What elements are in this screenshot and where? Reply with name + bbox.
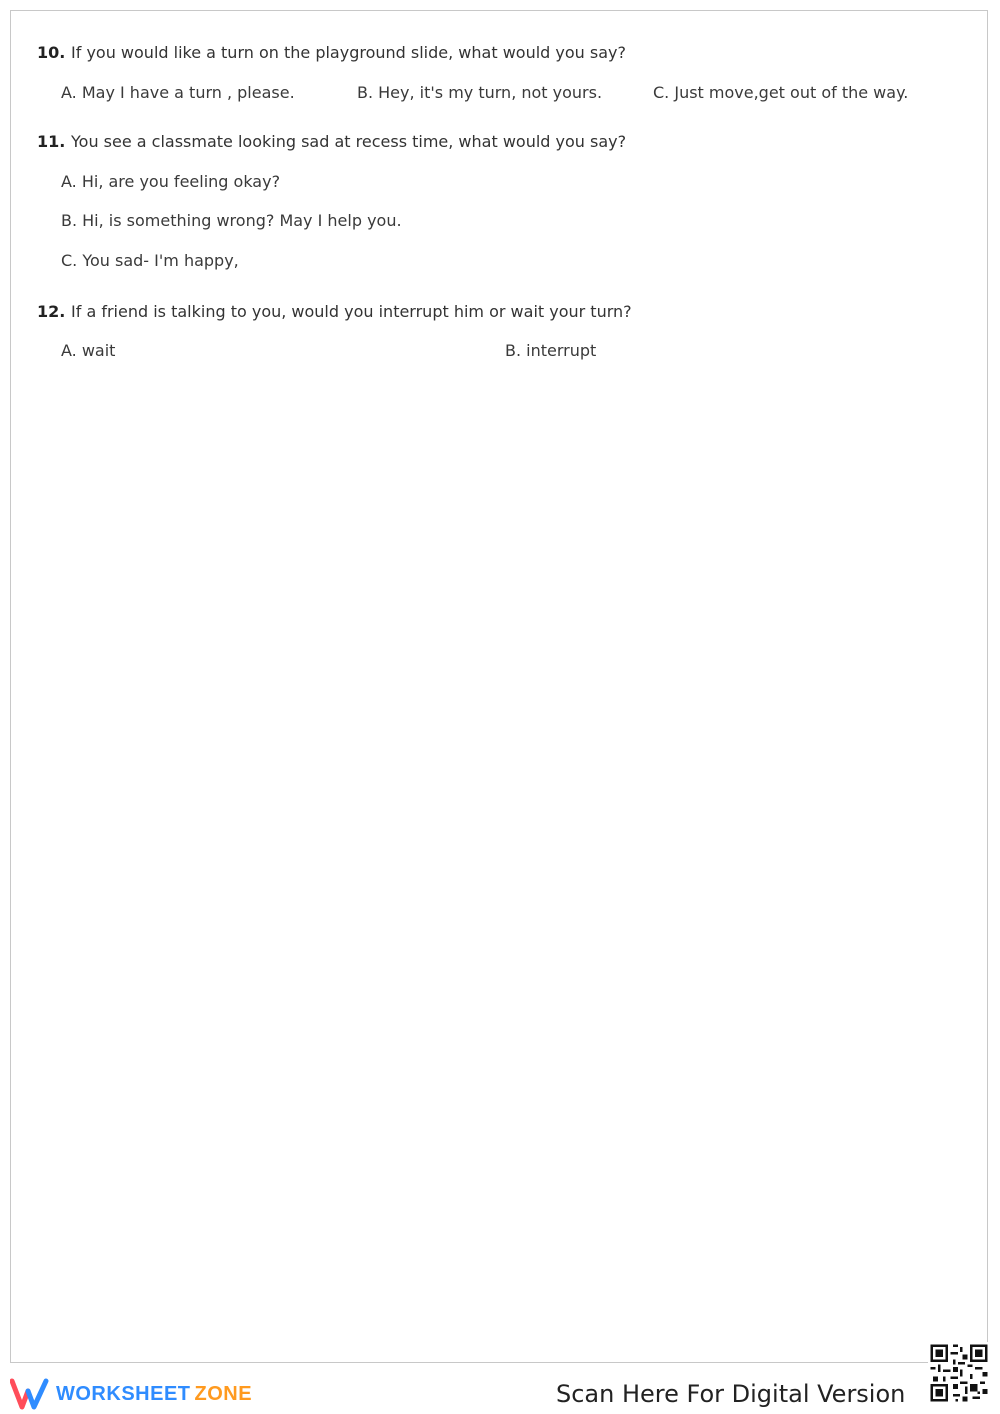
qr-code-icon[interactable] — [928, 1342, 990, 1404]
option-11-a[interactable]: A. Hi, are you feeling okay? — [61, 172, 281, 191]
question-number: 11. — [37, 132, 66, 151]
worksheetzone-logo-icon — [10, 1377, 50, 1411]
option-12-a[interactable]: A. wait — [61, 341, 116, 360]
option-11-b[interactable]: B. Hi, is something wrong? May I help you. — [61, 211, 402, 230]
brand-first: WORKSHEET — [56, 1382, 191, 1405]
question-number: 10. — [37, 43, 66, 62]
question-text: If you would like a turn on the playground slide, what would you say? — [71, 43, 626, 62]
question-text: You see a classmate looking sad at recess time, what would you say? — [71, 132, 627, 151]
brand-second: ZONE — [194, 1382, 253, 1405]
option-11-c[interactable]: C. You sad- I'm happy, — [61, 251, 239, 270]
question-number: 12. — [37, 302, 66, 321]
option-12-b[interactable]: B. interrupt — [505, 341, 597, 360]
question-11 — [37, 132, 626, 152]
scan-label: Scan Here For Digital Version — [556, 1380, 906, 1408]
brand-logo — [10, 1377, 252, 1411]
question-10 — [37, 43, 626, 63]
option-10-b[interactable]: B. Hey, it's my turn, not yours. — [357, 83, 603, 102]
question-text: If a friend is talking to you, would you interrupt him or wait your turn? — [71, 302, 632, 321]
brand-name — [56, 1383, 252, 1406]
worksheet-frame — [10, 10, 988, 1363]
option-10-a[interactable]: A. May I have a turn , please. — [61, 83, 295, 102]
option-10-c[interactable]: C. Just move,get out of the way. — [653, 83, 909, 102]
question-12 — [37, 302, 632, 322]
